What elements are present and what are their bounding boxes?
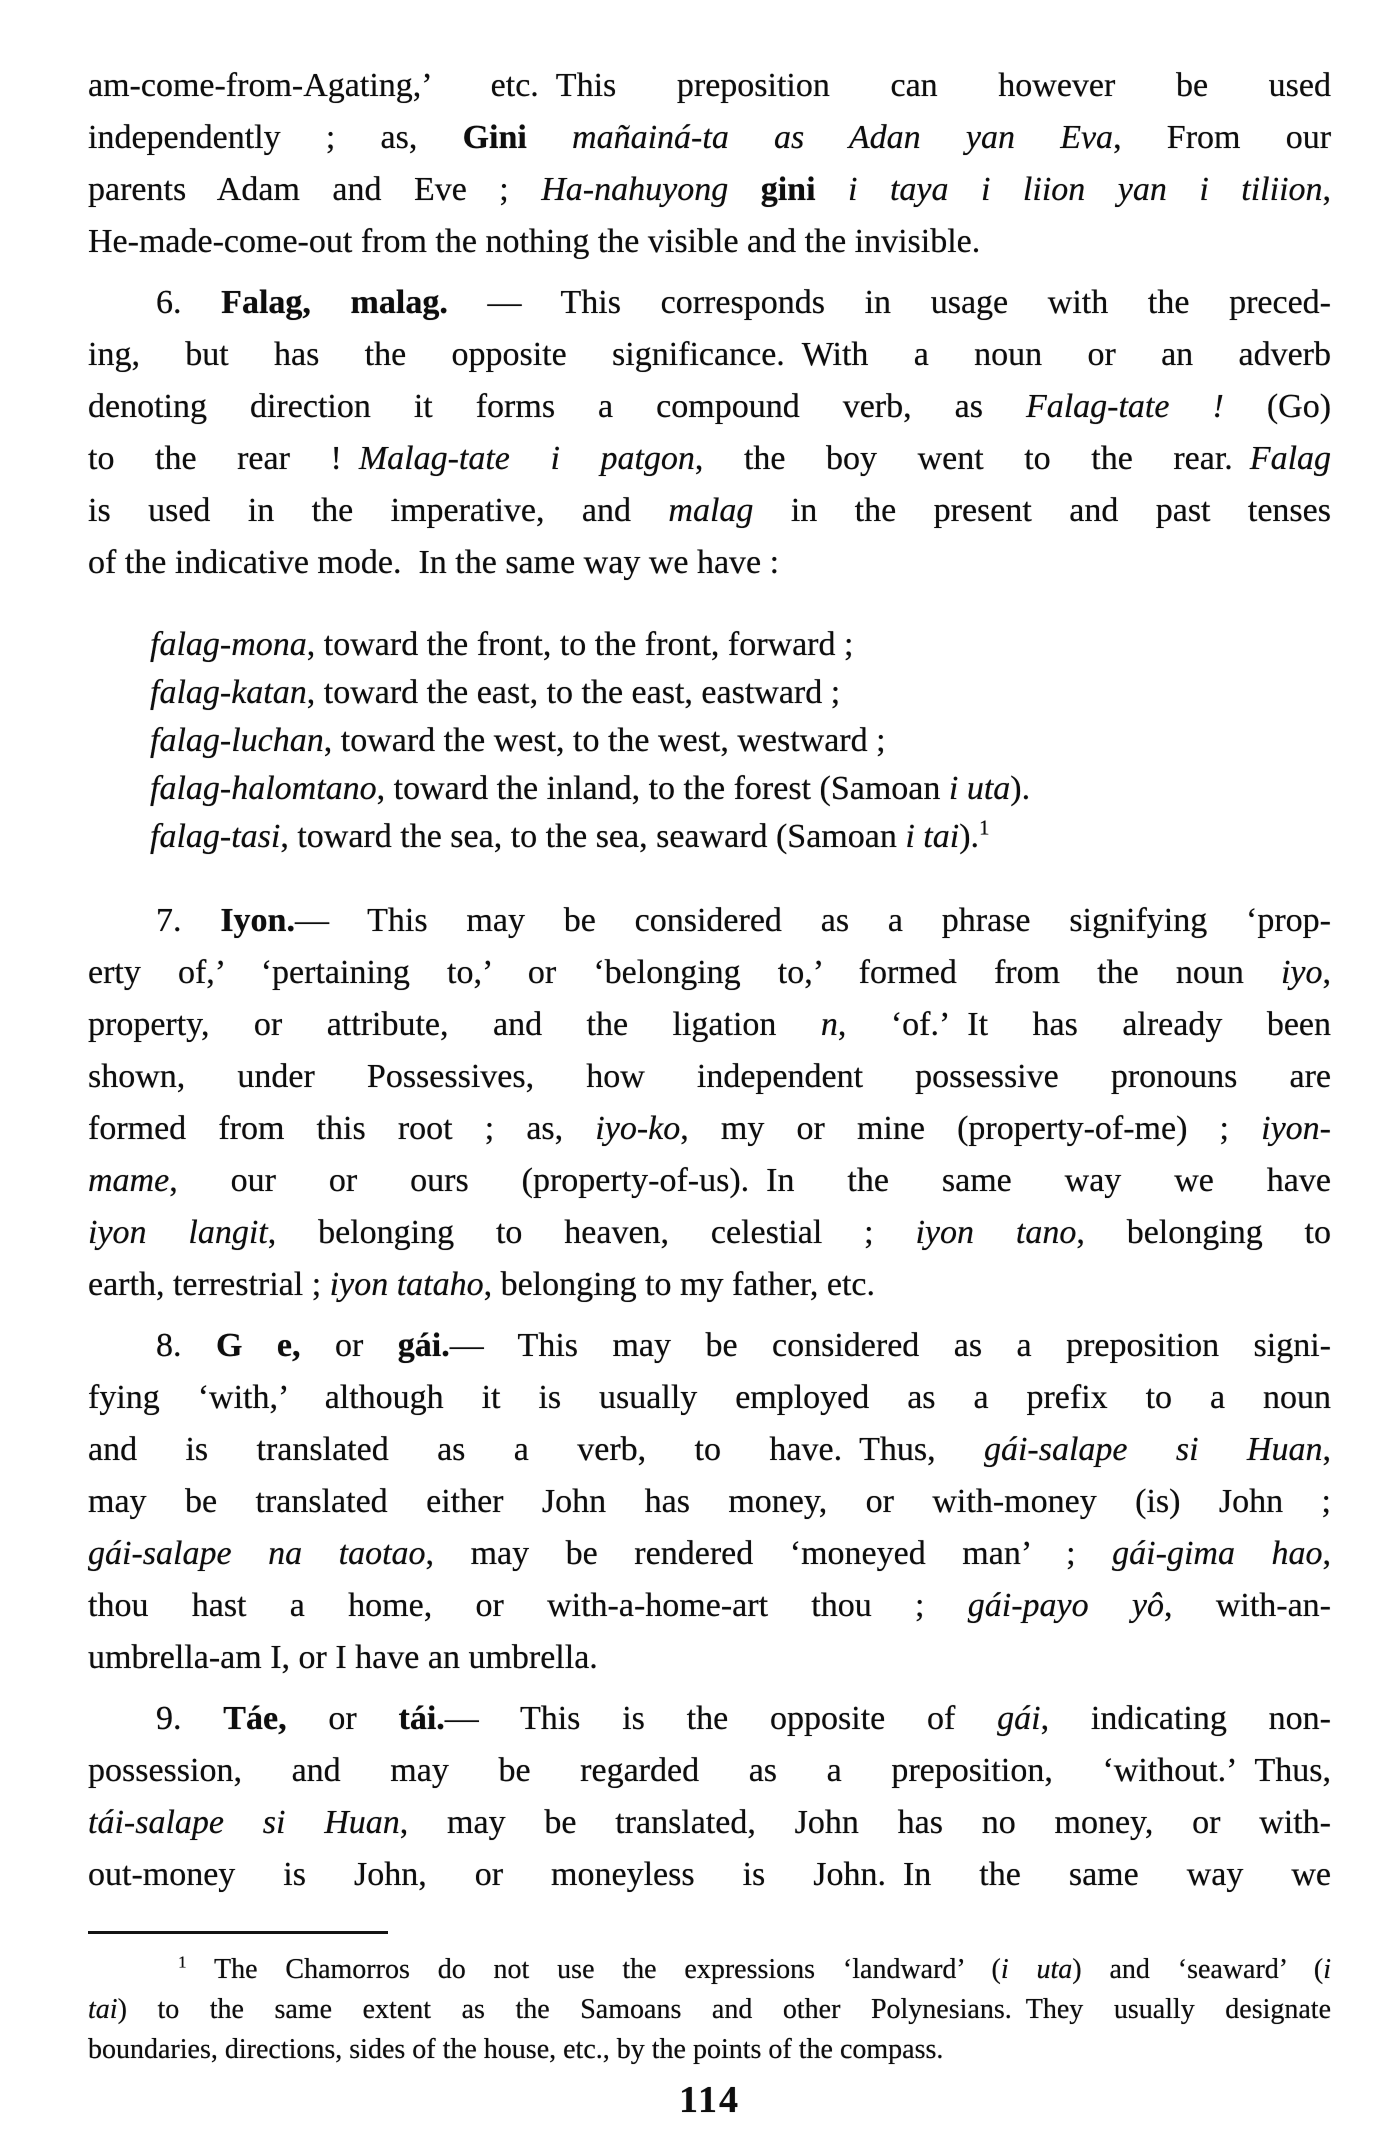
text-run: , toward the inland, to the forest (Samoan	[376, 770, 949, 807]
text-run: iyon langit	[88, 1214, 268, 1251]
text-run: Falag, malag.	[221, 284, 448, 321]
text-run: , belonging to	[1076, 1214, 1332, 1251]
text-run: , with-an-	[1164, 1587, 1332, 1624]
text-run: umbrella-am I, or I have an umbrella.	[88, 1639, 598, 1676]
text-run: — This may be considered as a phrase signifying ‘prop-	[294, 902, 1331, 939]
text-line	[150, 717, 1331, 765]
text-line	[88, 895, 1331, 947]
text-run	[728, 171, 761, 208]
text-run: , belonging to heaven, celestial ;	[267, 1214, 916, 1251]
text-line	[88, 381, 1331, 433]
text-run: , the boy went to the rear.	[694, 440, 1250, 477]
text-run	[527, 119, 572, 156]
text-run: ) to the same extent as the Samoans and other Polynesians. They usually designate	[117, 1994, 1331, 2025]
text-run: malag	[668, 492, 754, 529]
paragraph-gini-continued	[88, 60, 1331, 268]
paragraph-7-iyon	[88, 895, 1331, 1311]
text-line	[150, 765, 1331, 813]
text-run: erty of,’ ‘pertaining to,’ or ‘belonging to,’ formed from the noun	[88, 954, 1281, 991]
text-run: ) and ‘seaward’ (	[1072, 1954, 1324, 1985]
text-line	[88, 1849, 1331, 1901]
text-line	[150, 621, 1331, 669]
text-run: Gini	[462, 119, 527, 156]
text-run: falag-luchan	[150, 722, 324, 759]
text-run: , toward the sea, to the sea, seaward (Samoan	[280, 818, 906, 855]
paragraph-9-tae-tai	[88, 1693, 1331, 1901]
text-run: He-made-come-out from the nothing the visible and the invisible.	[88, 223, 981, 260]
text-run: gái	[997, 1700, 1041, 1737]
text-run: iyon tataho	[329, 1266, 484, 1303]
text-run: tái-salape si Huan	[88, 1804, 400, 1841]
text-run: mañainá-ta as Adan yan Eva	[572, 119, 1114, 156]
text-run: denoting direction it forms a compound verb, as	[88, 388, 1026, 425]
text-run: i tai	[905, 818, 960, 855]
text-run: Malag-tate i patgon	[358, 440, 695, 477]
text-line	[88, 1693, 1331, 1745]
text-line	[88, 1207, 1331, 1259]
text-run: , toward the front, to the front, forward ;	[306, 626, 854, 663]
text-run: ).	[1010, 770, 1031, 807]
text-run: falag-halomtano	[150, 770, 377, 807]
text-line	[88, 1259, 1331, 1311]
text-line	[88, 1103, 1331, 1155]
text-run: 1	[178, 1952, 187, 1972]
text-run: , our or ours (property-of-us). In the same way we have	[169, 1162, 1331, 1199]
text-line	[88, 1797, 1331, 1849]
text-run: , ‘of.’ It has already been	[837, 1006, 1332, 1043]
text-line	[88, 112, 1331, 164]
text-line	[88, 1424, 1331, 1476]
text-run: Táe,	[223, 1700, 287, 1737]
text-run: gái-gima hao	[1112, 1535, 1323, 1572]
text-run: falag-katan	[150, 674, 307, 711]
text-run: gái.	[397, 1327, 450, 1364]
text-run: iyon-	[1261, 1110, 1331, 1147]
text-run: of the indicative mode. In the same way we have :	[88, 544, 780, 581]
text-run: ,	[1322, 171, 1332, 208]
text-run: (Go)	[1223, 388, 1332, 425]
text-line	[88, 329, 1331, 381]
text-run: tai	[88, 1994, 118, 2025]
text-run: gái-salape si Huan	[983, 1431, 1323, 1468]
text-run: , toward the east, to the east, eastward ;	[306, 674, 841, 711]
text-run: i uta	[948, 770, 1011, 807]
text-run: ).	[959, 818, 980, 855]
text-run: gini	[760, 171, 816, 208]
text-run: i uta	[1000, 1954, 1073, 1985]
text-line	[88, 433, 1331, 485]
text-line	[88, 485, 1331, 537]
text-run: ,	[1322, 1431, 1331, 1468]
text-line	[88, 216, 1331, 268]
text-line	[88, 1632, 1331, 1684]
page-number: 114	[679, 2079, 740, 2121]
text-run: possession, and may be regarded as a preposition, ‘without.’ Thus,	[88, 1752, 1331, 1789]
text-run: earth, terrestrial ;	[88, 1266, 330, 1303]
text-line	[150, 669, 1331, 717]
text-run: i	[1323, 1954, 1331, 1985]
text-run: fying ‘with,’ although it is usually employed as a prefix to a noun	[88, 1379, 1331, 1416]
text-line	[88, 2030, 1331, 2070]
text-run: iyo	[1280, 954, 1323, 991]
text-run: Iyon.	[220, 902, 295, 939]
text-run: 1	[979, 815, 990, 840]
text-run: , indicating non-	[1040, 1700, 1331, 1737]
text-run: — This is the opposite of	[444, 1700, 998, 1737]
text-run: tái.	[398, 1700, 445, 1737]
paragraph-6-falag-malag	[88, 277, 1331, 589]
text-line	[150, 813, 1331, 861]
text-line	[88, 1745, 1331, 1797]
text-run: falag-tasi	[150, 818, 281, 855]
text-run: 9.	[156, 1700, 224, 1737]
text-run: am-come-from-Agating,’ etc. This preposition can however be used	[88, 67, 1331, 104]
text-line	[88, 947, 1331, 999]
text-run: ,	[1322, 954, 1331, 991]
text-run: property, or attribute, and the ligation	[88, 1006, 821, 1043]
text-line	[88, 537, 1331, 589]
text-run: and is translated as a verb, to have. Thus,	[88, 1431, 984, 1468]
text-run: 7.	[156, 902, 221, 939]
text-run	[816, 171, 849, 208]
text-line	[88, 1950, 1331, 1990]
text-run: shown, under Possessives, how independent possessive pronouns are	[88, 1058, 1331, 1095]
text-line	[88, 277, 1331, 329]
text-run: , may be translated, John has no money, or with-	[399, 1804, 1331, 1841]
text-run: Falag-tate !	[1025, 388, 1224, 425]
list-falag-directions	[150, 621, 1331, 861]
text-run: or	[300, 1327, 398, 1364]
text-run: in the present and past tenses	[753, 492, 1331, 529]
text-run: , my or mine (property-of-me) ;	[680, 1110, 1262, 1147]
text-run: i taya i liion yan i tiliion	[848, 171, 1323, 208]
text-run: — This may be considered as a preposition signi-	[449, 1327, 1332, 1364]
text-run: is used in the imperative, and	[88, 492, 669, 529]
text-run: thou hast a home, or with-a-home-art thou ;	[88, 1587, 968, 1624]
text-run: Falag	[1249, 440, 1332, 477]
text-run: mame	[88, 1162, 170, 1199]
text-line	[88, 1990, 1331, 2030]
text-line	[88, 1476, 1331, 1528]
text-line	[88, 1528, 1331, 1580]
text-run: The Chamorros do not use the expressions ‘landward’ (	[186, 1954, 1001, 1985]
text-run: falag-mona	[150, 626, 307, 663]
text-run: — This corresponds in usage with the preced-	[447, 284, 1332, 321]
text-run: iyon tano	[915, 1214, 1077, 1251]
text-line	[88, 1372, 1331, 1424]
text-run: boundaries, directions, sides of the house, etc., by the points of the compass.	[88, 2034, 944, 2065]
paragraph-8-ge-gai	[88, 1320, 1331, 1684]
text-run: gái-payo yô	[967, 1587, 1165, 1624]
text-run: gái-salape na taotao	[88, 1535, 426, 1572]
text-run: Ha-nahuyong	[541, 171, 729, 208]
text-line	[88, 1580, 1331, 1632]
text-run: 8.	[156, 1327, 216, 1364]
text-line	[88, 1320, 1331, 1372]
text-run: G e,	[215, 1327, 301, 1364]
text-body	[88, 60, 1331, 2070]
text-run: , may be rendered ‘moneyed man’ ;	[425, 1535, 1113, 1572]
text-run: iyo-ko	[595, 1110, 681, 1147]
text-run: independently ; as,	[88, 119, 463, 156]
text-run: formed from this root ; as,	[88, 1110, 596, 1147]
text-line	[88, 60, 1331, 112]
footnote-1-chamorros	[88, 1950, 1331, 2070]
text-run: out-money is John, or moneyless is John. In the same way we	[88, 1856, 1331, 1893]
text-run: may be translated either John has money, or with-money (is) John ;	[88, 1483, 1331, 1520]
text-run: ,	[1322, 1535, 1331, 1572]
text-run: , belonging to my father, etc.	[483, 1266, 876, 1303]
text-run: ing, but has the opposite significance. With a noun or an adverb	[88, 336, 1331, 373]
text-line	[88, 164, 1331, 216]
text-run: , From our	[1113, 119, 1332, 156]
text-line	[88, 1051, 1331, 1103]
text-run: , toward the west, to the west, westward ;	[323, 722, 886, 759]
text-run: to the rear !	[88, 440, 359, 477]
text-run: parents Adam and Eve ;	[88, 171, 542, 208]
text-line	[88, 1155, 1331, 1207]
footnote-separator	[88, 1931, 388, 1934]
text-line	[88, 999, 1331, 1051]
text-run: n	[820, 1006, 838, 1043]
text-run: 6.	[156, 284, 222, 321]
text-run: or	[286, 1700, 399, 1737]
